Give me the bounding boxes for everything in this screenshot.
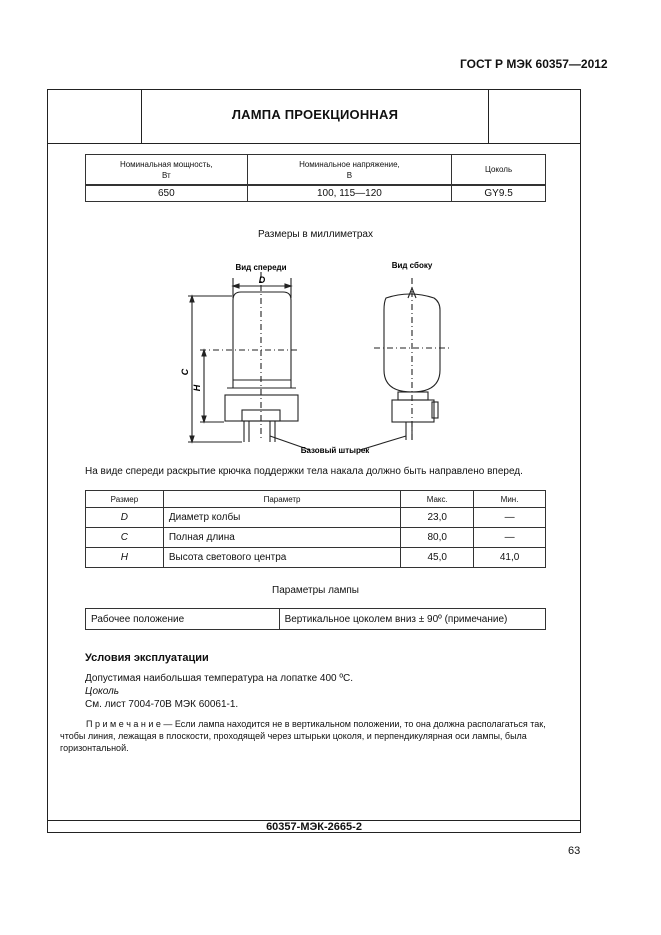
lamp-params-caption: Параметры лампы bbox=[272, 585, 359, 596]
dims-header-param: Параметр bbox=[163, 491, 400, 508]
conditions-heading: Условия эксплуатации bbox=[85, 652, 209, 664]
dimensions-caption: Размеры в миллиметрах bbox=[258, 229, 373, 240]
base-pin-label: Базовый штырек bbox=[300, 446, 370, 455]
page-number: 63 bbox=[568, 845, 581, 857]
temperature-line: Допустимая наибольшая температура на лопатке 400 ºC. bbox=[85, 673, 354, 684]
front-note: На виде спереди раскрытие крючка поддержки тела накала должно быть направлено вперед. bbox=[85, 466, 523, 477]
params-table bbox=[85, 608, 546, 630]
front-view-label: Вид спереди bbox=[235, 263, 287, 272]
dims-header-min: Мин. bbox=[474, 491, 546, 508]
dims-table bbox=[85, 490, 546, 568]
dim-d-label: D bbox=[258, 275, 266, 285]
lamp-drawing bbox=[160, 250, 460, 460]
dim-h-label: H bbox=[192, 384, 202, 392]
spec-base: GY9.5 bbox=[452, 185, 546, 202]
spec-header-power: Номинальная мощность, Вт bbox=[86, 155, 248, 186]
table-row: C Полная длина 80,0 — bbox=[86, 528, 546, 548]
param-value: Вертикальное цоколем вниз ± 90º (примечание) bbox=[279, 609, 545, 630]
param-label: Рабочее положение bbox=[86, 609, 280, 630]
header-divider-right bbox=[488, 90, 489, 143]
spec-header-base: Цоколь bbox=[452, 155, 546, 186]
sheet-title: ЛАМПА ПРОЕКЦИОННАЯ bbox=[231, 107, 399, 122]
standard-number: ГОСТ Р МЭК 60357—2012 bbox=[460, 57, 608, 71]
dims-header-max: Макс. bbox=[401, 491, 474, 508]
base-heading: Цоколь bbox=[85, 686, 120, 697]
dims-header-size: Размер bbox=[86, 491, 164, 508]
spec-voltage: 100, 115—120 bbox=[247, 185, 452, 202]
spec-table bbox=[85, 154, 546, 202]
table-row: H Высота светового центра 45,0 41,0 bbox=[86, 548, 546, 568]
table-row: D Диаметр колбы 23,0 — bbox=[86, 508, 546, 528]
spec-header-voltage: Номинальное напряжение, В bbox=[247, 155, 452, 186]
dim-c-label: C bbox=[180, 368, 190, 376]
footnote: П р и м е ч а н и е — Если лампа находится не в вертикальном положении, то она должна располагаться так, чтобы линия, лежащая в плоскости, проходящей через штырьки цоколя, и перпендикулярная оси лампы, была горизонтальной. bbox=[60, 719, 546, 753]
side-view-label: Вид сбоку bbox=[391, 261, 433, 270]
header-rule bbox=[48, 143, 580, 144]
spec-power: 650 bbox=[86, 185, 248, 202]
sheet-code: 60357-МЭК-2665-2 bbox=[266, 821, 362, 833]
base-reference: См. лист 7004-70В МЭК 60061-1. bbox=[85, 699, 239, 710]
